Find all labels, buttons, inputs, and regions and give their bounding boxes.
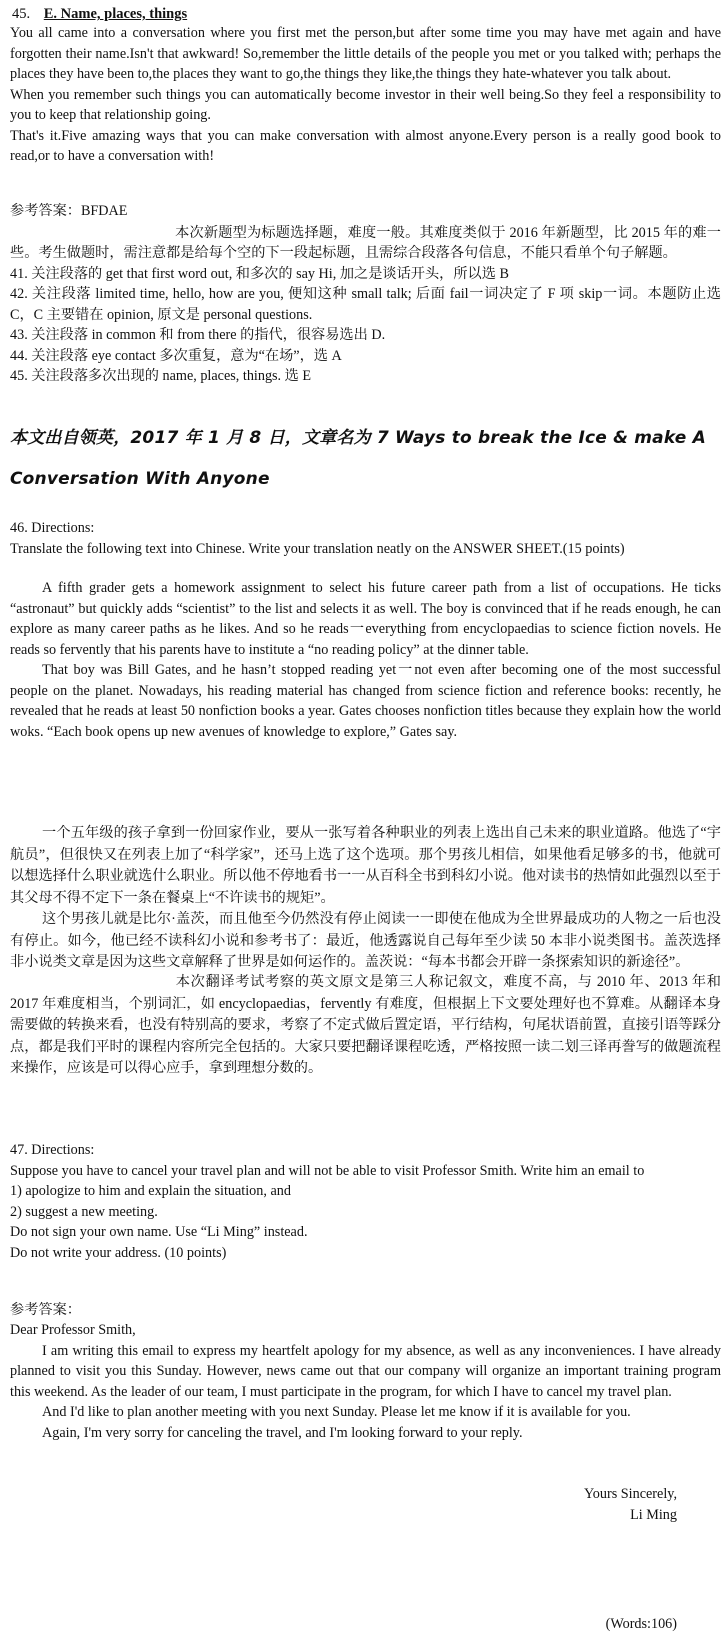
q45-paragraph: When you remember such things you can automatically become investor in their well being.So they feel a responsibility to you to keep that relationship going. (10, 86, 721, 123)
email-closing (10, 1484, 677, 1525)
email-salutation: Dear Professor Smith, (10, 1322, 136, 1338)
q47-instruction: Suppose you have to cancel your travel plan and will not be able to visit Professor Smith. Write him an email to (10, 1162, 645, 1179)
q46-instruction: Translate the following text into Chinese. Write your translation neatly on the ANSWER SHEET.(15 points) (10, 540, 625, 557)
q47-note: Do not sign your own name. Use “Li Ming” instead. (10, 1224, 308, 1240)
q45-text (10, 23, 721, 167)
q45-number: 45. (12, 6, 31, 22)
answer-key-analysis: 本次新题型为标题选择题，难度一般。其难度类似于 2016 年新题型，比 2015 年的难一些。考生做题时，需注意都是给每个空的下一段起标题，且需综合段落各句信息，不能只看单个句子解题。 (10, 224, 721, 261)
answer-key (10, 201, 721, 387)
q45-paragraph: You all came into a conversation where you first met the person,but after some time you may have met again and have forgotten their name.Isn't that awkward! So,remember the little details of the people you met or you talked with; perhaps the places they have been to,the places they want to go,the things they like,the things they hate-whatever you talk about. (10, 25, 721, 82)
q45-heading (12, 4, 201, 24)
q46-translation (10, 823, 721, 974)
email-closing-line: Yours Sincerely, (583, 1486, 677, 1502)
q47-point: 2) suggest a new meeting. (10, 1203, 158, 1220)
blurred-logo (10, 976, 175, 990)
q47-answer-label: 参考答案： (10, 1302, 81, 1318)
q45-paragraph: That's it.Five amazing ways that you can make conversation with almost anyone.Every person is a really good book to read,or to have a conversation with! (10, 127, 721, 164)
q47-label: 47. Directions: (10, 1142, 95, 1158)
q47-point: 1) apologize to him and explain the situation, and (10, 1183, 291, 1199)
answer-key-item: 45. 关注段落多次出现的 name, places, things. 选 E (10, 368, 312, 384)
q46-analysis-text: 本次翻译考试考察的英文原文是第三人称记叙文，难度不高，与 2010 年、2013 年和 2017 年难度相当，个别词汇，如 encyclopaedias，fervently 有难度，但根据上下文要处理好也不算难。从翻译本身需要做的转换来看，也没有特别高的要求，考察了不定式做后置定语，平行结构，句尾状语前置，直接引语等踩分点，都是我们平时的课程内容所完全包括的。大家只要把翻译课程吃透，严格按照一读二划三译再誊写的做题流程来操作，应该是可以得心应手，拿到理想分数的。 (10, 974, 721, 1076)
source-note: 本文出自领英，2017 年 1 月 8 日，文章名为 7 Ways to break the Ice & make A Conversation With Anyone (10, 428, 706, 489)
answer-key-answer: 参考答案：BFDAE (10, 203, 128, 219)
q46-passage (10, 578, 721, 742)
email-paragraph: And I'd like to plan another meeting with you next Sunday. Please let me know if it is available for you. (42, 1404, 631, 1420)
q46-passage-paragraph: A fifth grader gets a homework assignment to select his future career path from a list of occupations. He ticks “astronaut” but quickly adds “scientist” to the list and selects it as well. The boy is convinced that if he reads enough, he can explore as many career paths as he likes. And so he reads一everything from encyclopaedias to science fiction novels. He reads so fervently that his parents have to institute a “no reading policy” at the dinner table. (10, 580, 721, 658)
q45-title: E. Name, places, things (43, 6, 188, 22)
answer-key-item: 41. 关注段落的 get that first word out, 和多次的 say Hi, 加之是谈话开头，所以选 B (10, 265, 509, 282)
q46-directions (10, 518, 721, 559)
email-paragraph: I am writing this email to express my heartfelt apology for my absence, as well as any inconveniences. I have already planned to visit you this Sunday. However, news came out that our company will organize an important training program this weekend. As the leader of our team, I must participate in the program, for which I have to cancel my travel plan. (10, 1342, 721, 1400)
q46-passage-paragraph: That boy was Bill Gates, and he hasn’t stopped reading yet一not even after becoming one of the most successful people on the planet. Nowadays, his reading material has changed from science fiction and reference books: recently, he revealed that he reads at least 50 nonfiction books a year. Gates chooses nonfiction titles because they explain how the world woks. “Each book opens up new avenues of knowledge to explore,” Gates say. (10, 662, 721, 740)
word-count: (Words:106) (605, 1616, 677, 1632)
q47-note: Do not write your address. (10 points) (10, 1244, 227, 1261)
q47-directions (10, 1140, 721, 1263)
email-paragraph: Again, I'm very sorry for canceling the travel, and I'm looking forward to your reply. (42, 1424, 523, 1441)
q46-translation-paragraph: 这个男孩儿就是比尔·盖茨，而且他至今仍然没有停止阅读一一即使在他成为全世界最成功的人物之一后也没有停止。如今，他已经不读科幻小说和参考书了：最近，他透露说自己每年至少读 50 本非小说类图书。盖茨选择非小说类文章是因为这些文章解释了世界是如何运作的。盖茨说：“每本书都会开辟一条探索知识的新途径”。 (10, 911, 721, 970)
email-sample (10, 1320, 721, 1443)
blurred-logo (10, 226, 175, 240)
answer-key-item: 43. 关注段落 in common 和 from there 的指代，很容易选出 D. (10, 327, 386, 343)
q46-analysis (10, 972, 721, 1080)
q46-label: 46. Directions: (10, 520, 95, 536)
q46-translation-paragraph: 一个五年级的孩子拿到一份回家作业，要从一张写着各种职业的列表上选出自己未来的职业道路。他选了“宇航员”，但很快又在列表上加了“科学家”，还马上选了这个选项。那个男孩儿相信，如果他看足够多的书，他就可以想选择什么职业就选什么职业。所以他不停地看书一一从百科全书到科幻小说。他对读书的热情如此强烈以至于其父母不得不定下一条在餐桌上“不许读书的规矩”。 (10, 825, 721, 906)
email-signature: Li Ming (630, 1506, 677, 1523)
answer-key-item: 44. 关注段落 eye contact 多次重复，意为“在场”，选 A (10, 347, 342, 364)
answer-key-item: 42. 关注段落 limited time, hello, how are you, 便知这种 small talk; 后面 fail一词决定了 F 项 skip一词。本题防止选 C，C 主要错在 opinion, 原文是 personal questions. (10, 286, 721, 323)
